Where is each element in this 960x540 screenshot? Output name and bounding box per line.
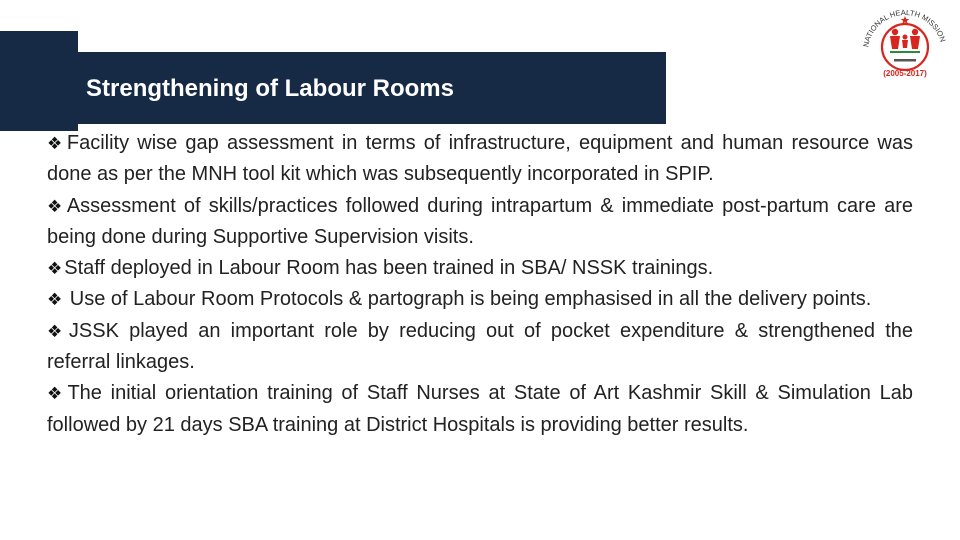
slide-title: Strengthening of Labour Rooms	[86, 75, 454, 102]
diamond-bullet-icon: ❖	[47, 196, 65, 216]
slide-body	[47, 128, 913, 441]
logo-arc-text: NATIONAL HEALTH MISSION	[861, 7, 948, 48]
bullet-item-2: ❖ Assessment of skills/practices followed during intrapartum & immediate post-partum care are being done during Supportive Supervision visits.	[47, 194, 913, 248]
bullet-item-3: ❖ Staff deployed in Labour Room has been trained in SBA/ NSSK trainings.	[47, 257, 714, 280]
diamond-bullet-icon: ❖	[47, 290, 63, 310]
diamond-bullet-icon: ❖	[47, 321, 67, 341]
bullet-item-5: ❖ JSSK played an important role by reducing out of pocket expenditure & strengthened the referral linkages.	[47, 319, 914, 374]
diamond-bullet-icon: ❖	[47, 384, 66, 404]
national-health-mission-logo	[854, 0, 956, 88]
logo-years: (2005-2017)	[883, 69, 927, 78]
bullet-item-4: ❖ Use of Labour Room Protocols & partograph is being emphasised in all the delivery points.	[47, 288, 872, 311]
diamond-bullet-icon: ❖	[47, 134, 65, 153]
bullet-item-1: ❖ Facility wise gap assessment in terms of infrastructure, equipment and human resource was done as per the MNH tool kit which was subsequently incorporated in SPIP.	[47, 132, 913, 186]
bullet-item-6: ❖ The initial orientation training of Staff Nurses at State of Art Kashmir Skill & Simulation Lab followed by 21 days SBA training at District Hospitals is providing better results.	[47, 382, 913, 436]
diamond-bullet-icon: ❖	[47, 259, 63, 279]
